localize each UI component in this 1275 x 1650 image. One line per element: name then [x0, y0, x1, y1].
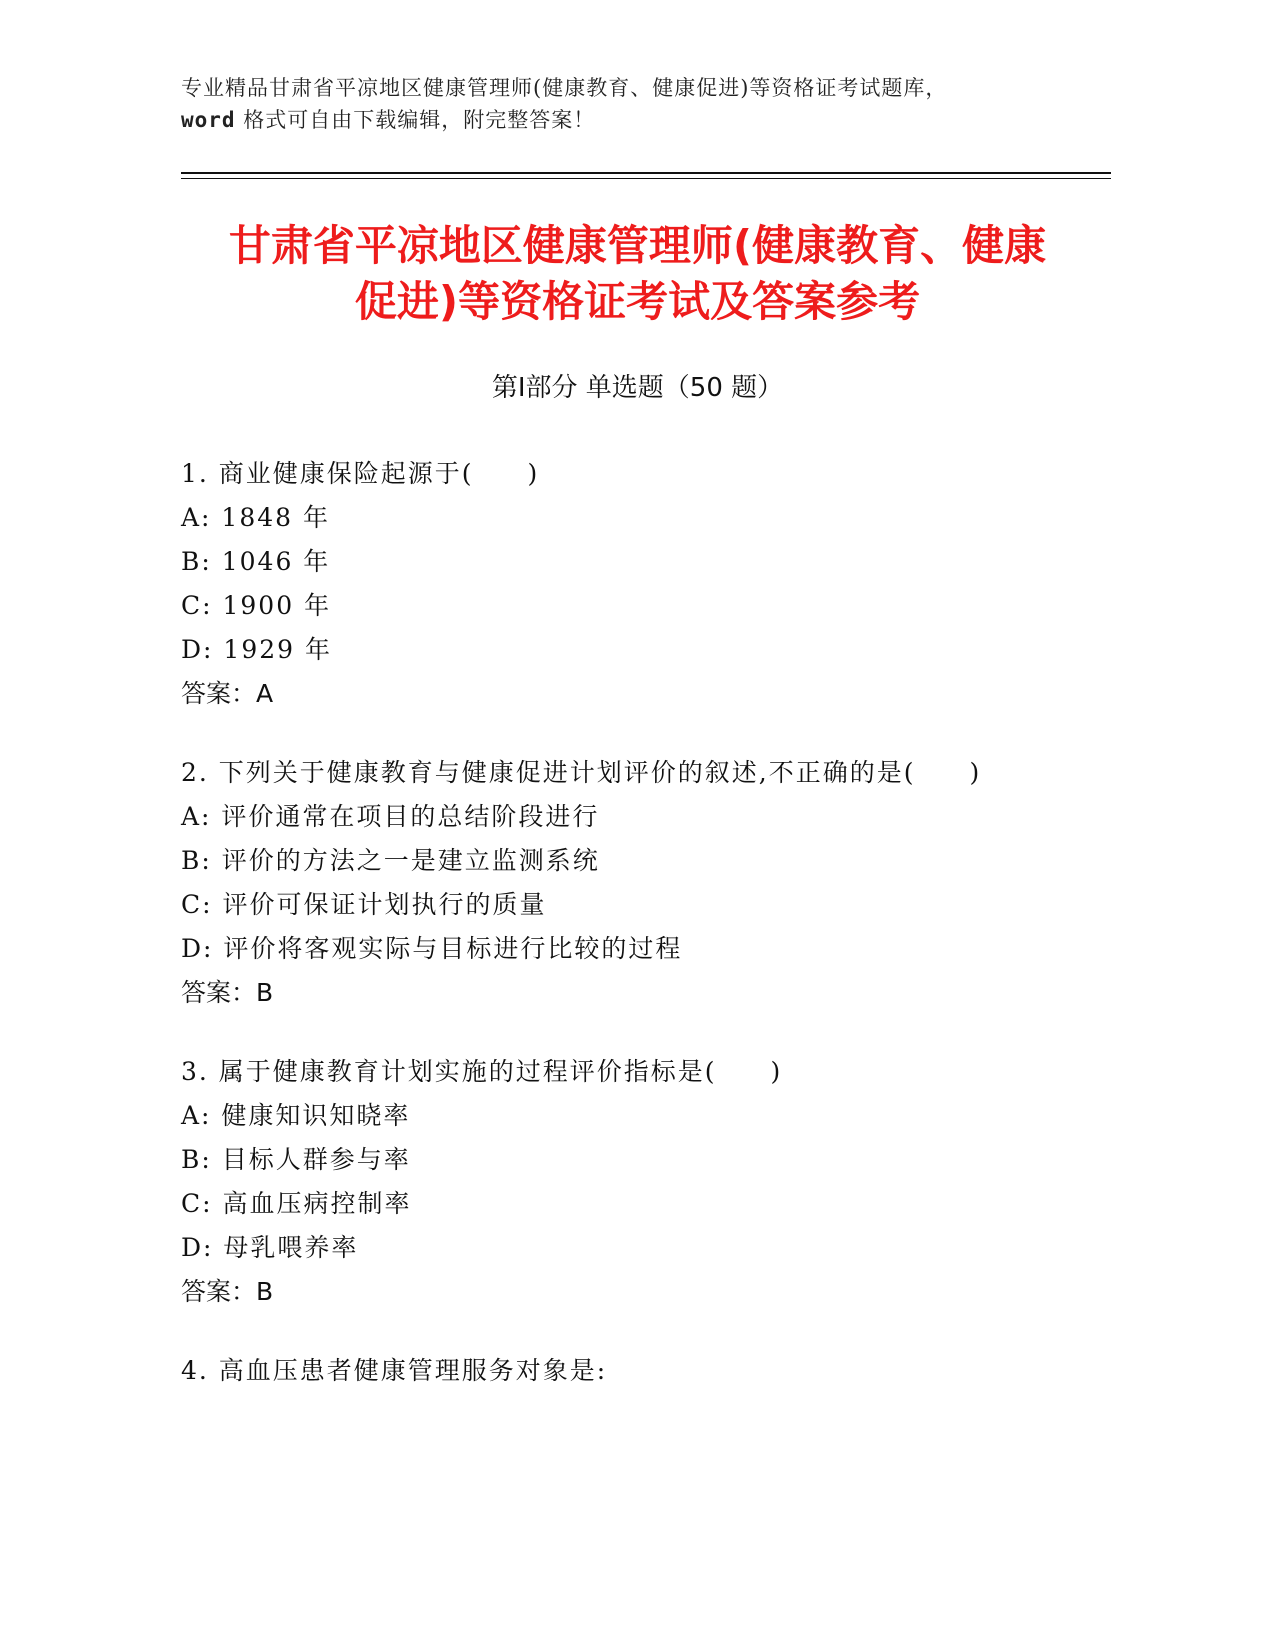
option-c: C: 高血压病控制率 [181, 1189, 412, 1218]
question-2 [181, 751, 1121, 1015]
option-d: D: 1929 年 [181, 635, 332, 664]
header-note-line2 [181, 104, 1121, 136]
question-3 [181, 1050, 1121, 1314]
header-divider-thick [181, 172, 1111, 174]
option-b: B: 评价的方法之一是建立监测系统 [181, 846, 600, 875]
header-note [181, 72, 1121, 136]
option-d: D: 评价将客观实际与目标进行比较的过程 [181, 934, 683, 963]
header-note-rest: 格式可自由下载编辑，附完整答案！ [243, 108, 596, 132]
option-c: C: 评价可保证计划执行的质量 [181, 890, 547, 919]
answer: 答案：B [181, 1277, 274, 1306]
question-stem: 1. 商业健康保险起源于( ) [181, 459, 540, 488]
option-a: A: 评价通常在项目的总结阶段进行 [181, 802, 600, 831]
header-note-line1: 专业精品甘肃省平凉地区健康管理师(健康教育、健康促进)等资格证考试题库， [181, 76, 948, 100]
question-1 [181, 452, 1121, 716]
question-stem: 2. 下列关于健康教育与健康促进计划评价的叙述,不正确的是( ) [181, 758, 982, 787]
page-title [150, 218, 1125, 330]
option-a: A: 1848 年 [181, 503, 330, 532]
option-b: B: 目标人群参与率 [181, 1145, 411, 1174]
header-note-word: word [181, 108, 236, 132]
question-list [181, 452, 1121, 1428]
answer: 答案：B [181, 978, 274, 1007]
option-b: B: 1046 年 [181, 547, 331, 576]
page-title-line2: 促进)等资格证考试及答案参考 [354, 277, 921, 326]
question-stem: 4. 高血压患者健康管理服务对象是: [181, 1356, 608, 1385]
header-divider-thin [181, 178, 1111, 179]
page-title-line1: 甘肃省平凉地区健康管理师(健康教育、健康 [228, 221, 1047, 270]
question-4 [181, 1349, 1121, 1393]
answer: 答案：A [181, 679, 274, 708]
section-heading: 第Ⅰ部分 单选题（50 题） [491, 373, 784, 403]
option-a: A: 健康知识知晓率 [181, 1101, 411, 1130]
option-d: D: 母乳喂养率 [181, 1233, 359, 1262]
question-stem: 3. 属于健康教育计划实施的过程评价指标是( ) [181, 1057, 783, 1086]
option-c: C: 1900 年 [181, 591, 332, 620]
